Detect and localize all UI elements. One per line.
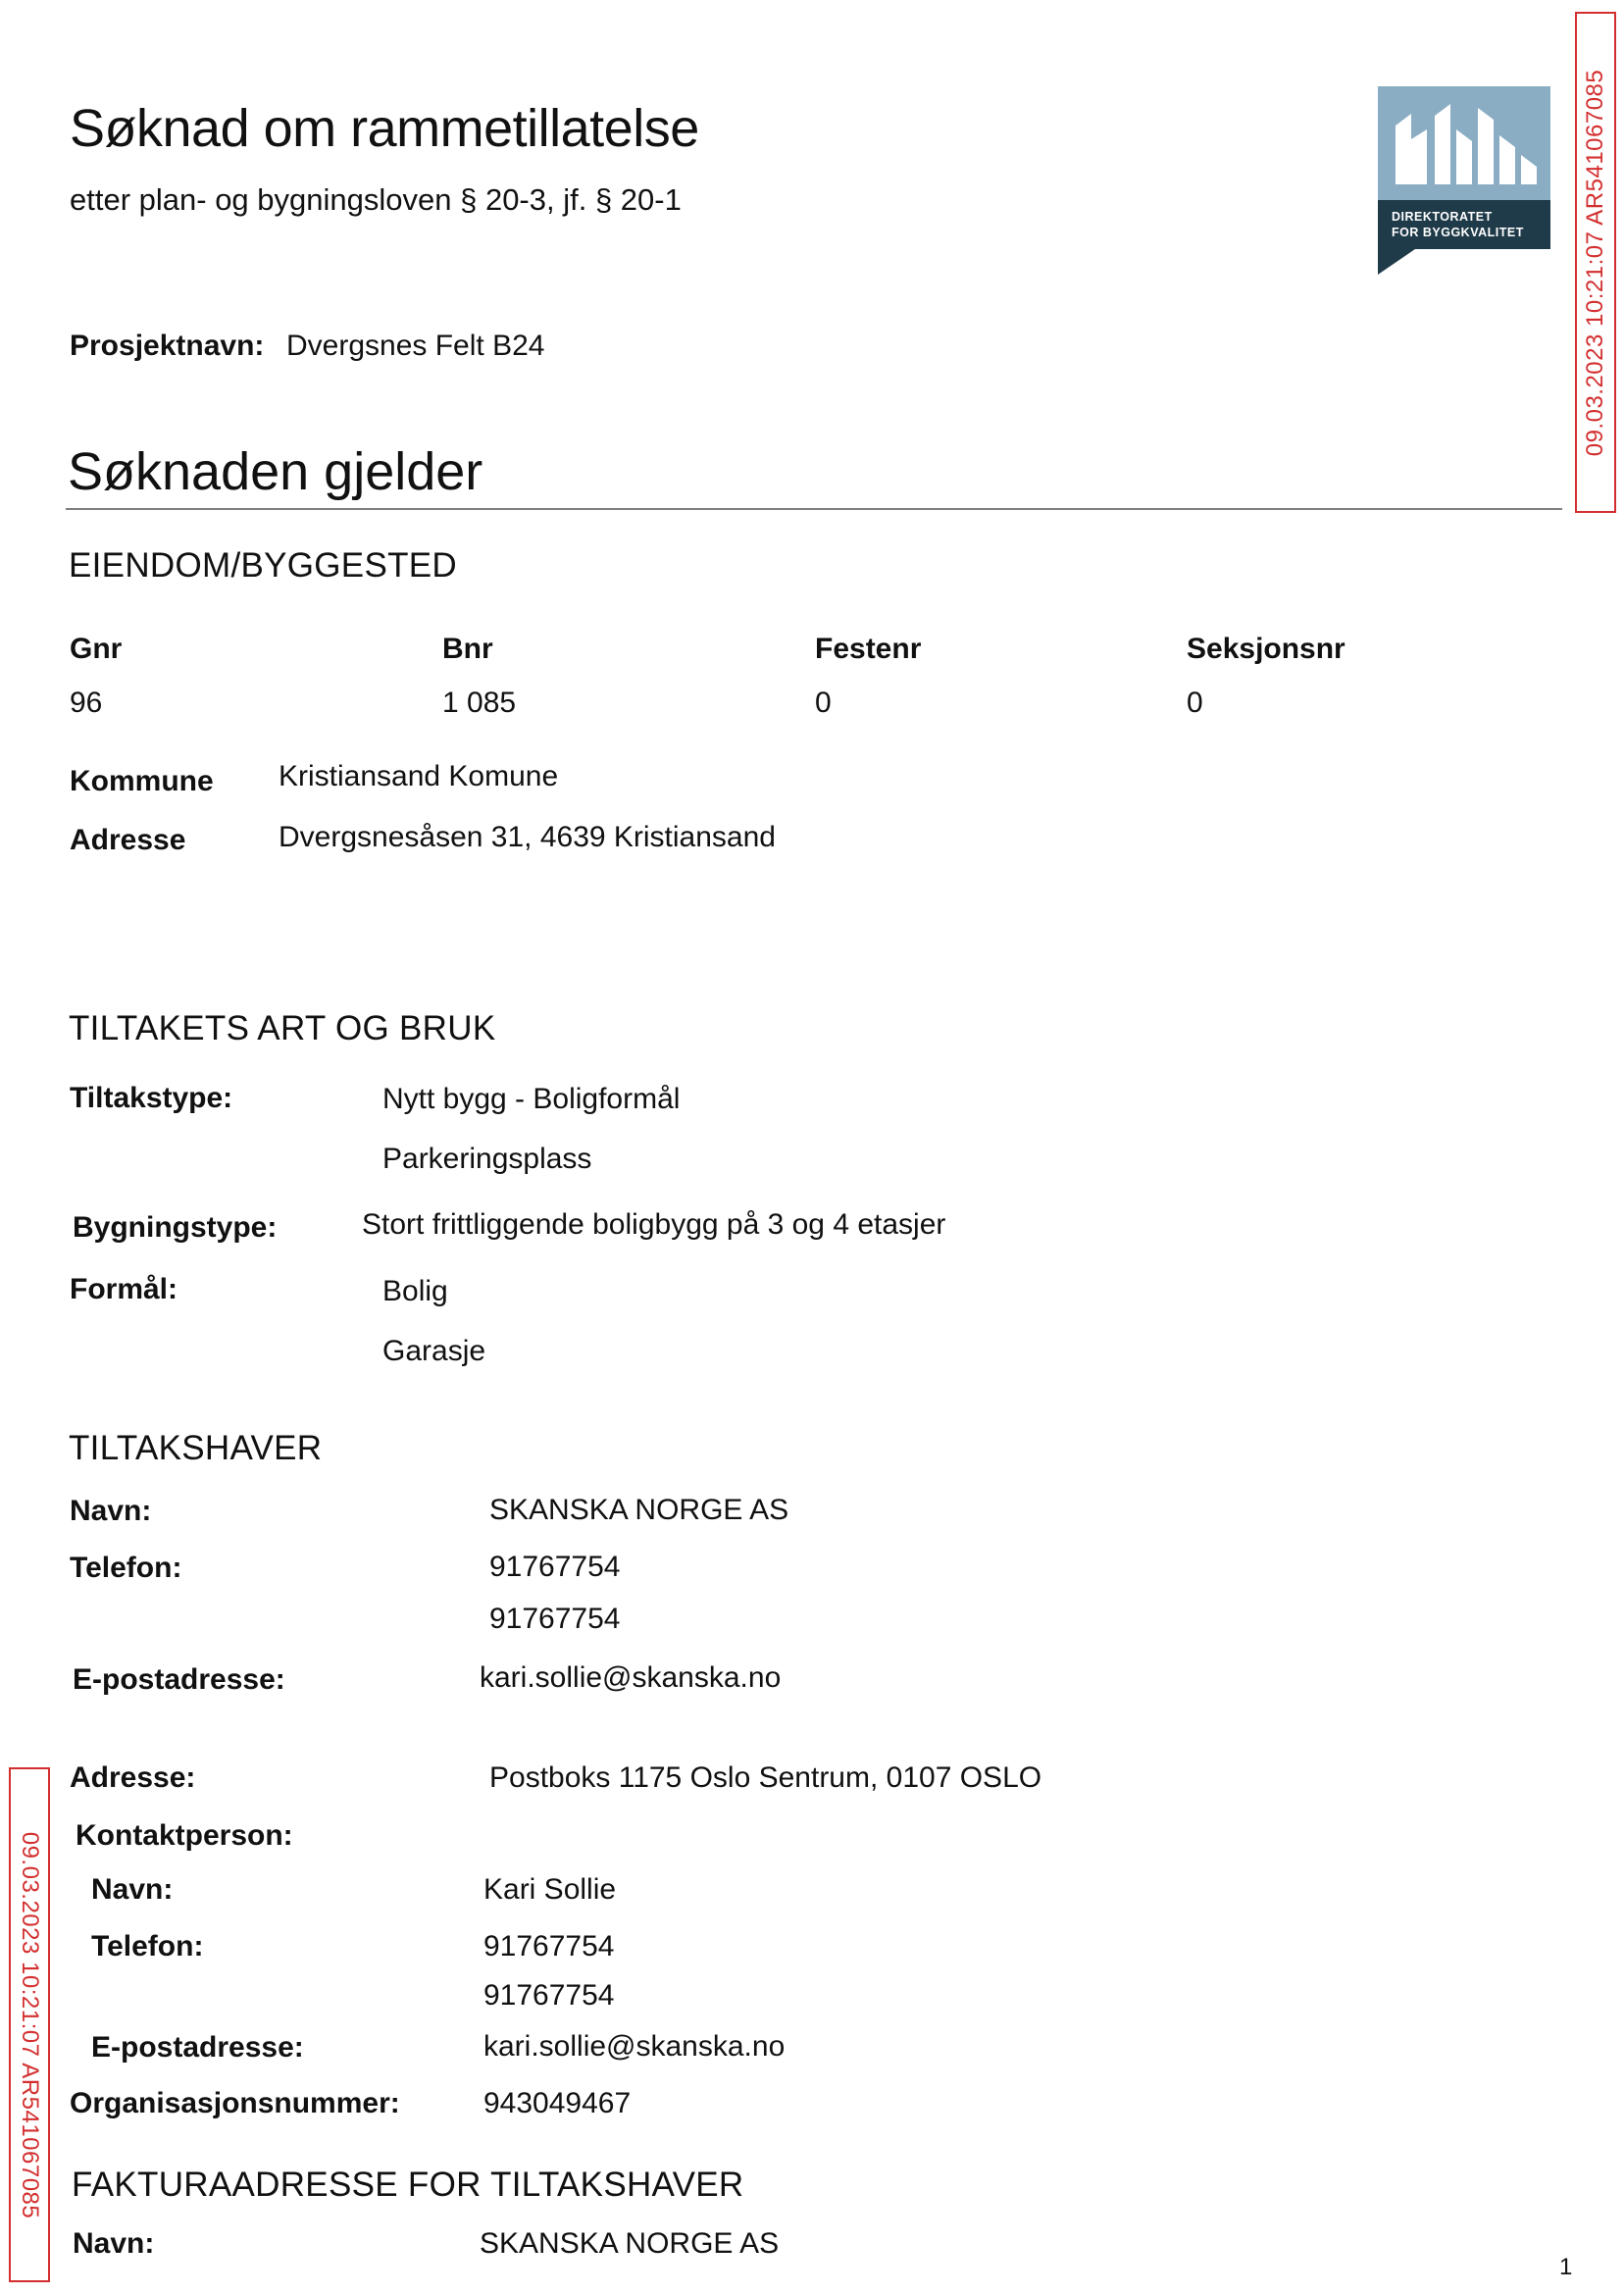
formal-label: Formål: [70,1273,178,1305]
tiltakshaver-telefon-label: Telefon: [70,1552,182,1584]
faktura-navn-value: SKANSKA NORGE AS [480,2227,780,2260]
seksjonsnr-value: 0 [1187,687,1203,719]
tiltakstype-value-1: Nytt bygg - Boligformål [382,1083,681,1115]
kontakt-telefon-value-1: 91767754 [483,1930,615,1963]
gnr-label: Gnr [70,633,123,665]
stamp-text: 09.03.2023 10:21:07 AR541067085 [1582,69,1608,456]
stamp-text: 09.03.2023 10:21:07 AR541067085 [17,1831,43,2218]
orgnr-value: 943049467 [483,2087,632,2119]
logo-line2: FOR BYGGKVALITET [1392,226,1524,239]
tiltakshaver-telefon-value-1: 91767754 [489,1551,621,1583]
kommune-label: Kommune [70,765,214,797]
seksjonsnr-label: Seksjonsnr [1187,633,1345,665]
tiltakshaver-navn-label: Navn: [70,1495,152,1527]
kommune-value: Kristiansand Komune [279,760,559,792]
tiltakshaver-epost-label: E-postadresse: [73,1663,285,1696]
kontakt-navn-label: Navn: [91,1873,174,1906]
kontakt-epost-label: E-postadresse: [91,2031,304,2064]
kontakt-epost-value: kari.sollie@skanska.no [483,2030,786,2063]
formal-value-2: Garasje [382,1335,486,1367]
section-divider [66,508,1562,510]
faktura-heading: FAKTURAADRESSE FOR TILTAKSHAVER [72,2166,744,2204]
tiltakshaver-adresse-value: Postboks 1175 Oslo Sentrum, 0107 OSLO [489,1761,1042,1794]
project-value: Dvergsnes Felt B24 [286,330,545,362]
kontakt-telefon-label: Telefon: [91,1930,204,1963]
timestamp-stamp-left [9,1767,50,2282]
kontakt-telefon-value-2: 91767754 [483,1979,615,2012]
tiltakshaver-epost-value: kari.sollie@skanska.no [480,1661,782,1694]
festenr-label: Festenr [815,633,922,665]
logo-line1: DIREKTORATET [1392,210,1493,224]
eiendom-heading: EIENDOM/BYGGESTED [69,546,457,585]
adresse-label: Adresse [70,824,186,856]
festenr-value: 0 [815,687,832,719]
tiltakstype-label: Tiltakstype: [70,1082,233,1114]
bygningstype-value: Stort frittliggende boligbygg på 3 og 4 etasjer [362,1208,946,1241]
adresse-value: Dvergsnesåsen 31, 4639 Kristiansand [279,821,776,853]
kontaktperson-label: Kontaktperson: [76,1819,293,1852]
bygningstype-label: Bygningstype: [73,1211,278,1244]
tiltakshaver-navn-value: SKANSKA NORGE AS [489,1494,789,1526]
tiltakshaver-telefon-value-2: 91767754 [489,1603,621,1635]
tiltakshaver-heading: TILTAKSHAVER [69,1429,323,1467]
tiltakshaver-adresse-label: Adresse: [70,1761,196,1794]
bnr-label: Bnr [442,633,493,665]
page-number: 1 [1559,2254,1573,2280]
dibk-logo-band [1378,200,1550,249]
gnr-value: 96 [70,687,103,719]
section-heading: Søknaden gjelder [68,442,483,501]
tiltak-heading: TILTAKETS ART OG BRUK [69,1009,496,1047]
faktura-navn-label: Navn: [73,2227,155,2260]
dibk-logo-icon [1378,86,1550,200]
formal-value-1: Bolig [382,1275,448,1307]
timestamp-stamp-right [1575,12,1616,513]
bnr-value: 1 085 [442,687,517,719]
tiltakstype-value-2: Parkeringsplass [382,1143,592,1175]
orgnr-label: Organisasjonsnummer: [70,2087,400,2119]
dibk-logo [1378,86,1550,275]
logo-flag [1378,249,1415,275]
page-title: Søknad om rammetillatelse [70,99,699,158]
project-label: Prosjektnavn: [70,330,265,362]
kontakt-navn-value: Kari Sollie [483,1873,617,1906]
page-subtitle: etter plan- og bygningsloven § 20-3, jf. § 20-1 [70,182,682,217]
